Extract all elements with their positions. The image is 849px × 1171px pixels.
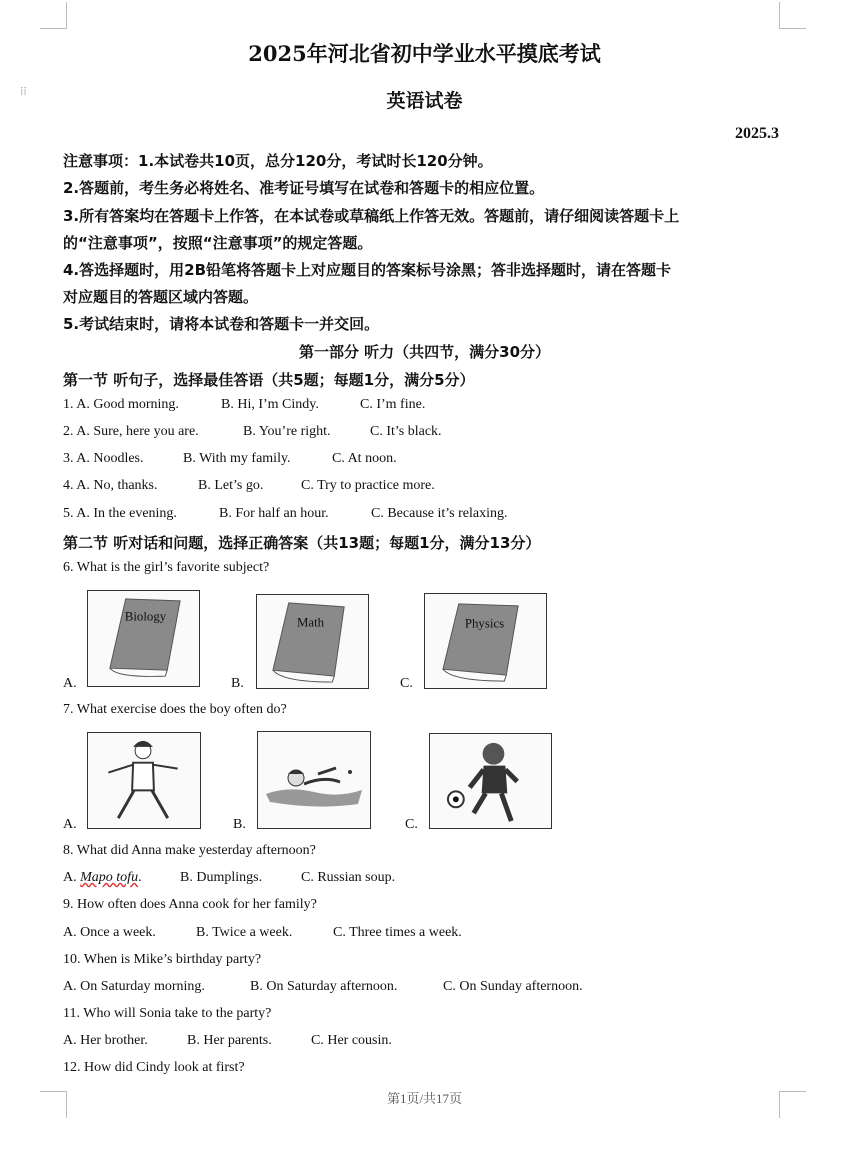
q9-option-b: B. Twice a week. bbox=[196, 925, 293, 940]
note-line: 对应题目的答题区域内答题。 bbox=[63, 288, 259, 306]
q9-option-a: A. Once a week. bbox=[63, 925, 156, 940]
q2-option-b: B. You’re right. bbox=[243, 424, 331, 439]
q6-label-a: A. bbox=[63, 676, 77, 691]
section-heading: 第一节 听句子，选择最佳答语（共5题；每题1分，满分5分） bbox=[63, 371, 475, 389]
math-book-image bbox=[256, 594, 369, 689]
q9-option-c: C. Three times a week. bbox=[333, 925, 462, 940]
soccer-image bbox=[429, 733, 552, 829]
section-heading: 第二节 听对话和问题，选择正确答案（共13题；每题1分，满分13分） bbox=[63, 534, 541, 552]
q6-question: 6. What is the girl’s favorite subject? bbox=[63, 560, 270, 575]
biology-book-image bbox=[87, 590, 200, 687]
book-title: Biology bbox=[124, 609, 167, 624]
q5-option-b: B. For half an hour. bbox=[219, 506, 329, 521]
note-line: 的“注意事项”，按照“注意事项”的规定答题。 bbox=[63, 234, 373, 252]
q4-option-c: C. Try to practice more. bbox=[301, 478, 435, 493]
q7-label-b: B. bbox=[233, 817, 246, 832]
q3-option-c: C. At noon. bbox=[332, 451, 397, 466]
q5-option-a: 5. A. In the evening. bbox=[63, 506, 177, 521]
q8-question: 8. What did Anna make yesterday afternoon? bbox=[63, 843, 316, 858]
physics-book-image bbox=[424, 593, 547, 689]
q11-option-c: C. Her cousin. bbox=[311, 1033, 392, 1048]
q10-option-b: B. On Saturday afternoon. bbox=[250, 979, 398, 994]
exam-title: 2025年河北省初中学业水平摸底考试 bbox=[248, 41, 601, 66]
q10-option-a: A. On Saturday morning. bbox=[63, 979, 205, 994]
q11-option-a: A. Her brother. bbox=[63, 1033, 148, 1048]
note-line: 注意事项：1.本试卷共10页，总分120分，考试时长120分钟。 bbox=[63, 152, 493, 170]
part-heading: 第一部分 听力（共四节，满分30分） bbox=[298, 343, 551, 361]
q2-option-a: 2. A. Sure, here you are. bbox=[63, 424, 199, 439]
q8-option-b: B. Dumplings. bbox=[180, 870, 263, 885]
q3-option-a: 3. A. Noodles. bbox=[63, 451, 144, 466]
q8-option-c: C. Russian soup. bbox=[301, 870, 396, 885]
q9-question: 9. How often does Anna cook for her family? bbox=[63, 897, 317, 912]
q10-question: 10. When is Mike’s birthday party? bbox=[63, 952, 262, 967]
q1-option-a: 1. A. Good morning. bbox=[63, 397, 179, 412]
book-title: Math bbox=[296, 615, 325, 630]
mapo-tofu-text: Mapo tofu bbox=[80, 870, 139, 885]
q6-label-b: B. bbox=[231, 676, 244, 691]
q6-label-c: C. bbox=[400, 676, 413, 691]
q4-option-b: B. Let’s go. bbox=[198, 478, 264, 493]
book-title: Physics bbox=[464, 616, 505, 631]
page-number: 第1页/共17页 bbox=[386, 1091, 463, 1106]
margin-corner-mark bbox=[40, 2, 67, 29]
exam-date: 2025.3 bbox=[735, 125, 779, 142]
tai-chi-image bbox=[87, 732, 201, 829]
q8-option-a bbox=[63, 870, 142, 886]
q1-option-b: B. Hi, I’m Cindy. bbox=[221, 397, 319, 412]
note-line: 2.答题前，考生务必将姓名、准考证号填写在试卷和答题卡的相应位置。 bbox=[63, 179, 545, 197]
q7-label-a: A. bbox=[63, 817, 77, 832]
q2-option-c: C. It’s black. bbox=[370, 424, 442, 439]
swimming-image bbox=[257, 731, 371, 829]
option-suffix: . bbox=[138, 870, 142, 885]
option-prefix: A. bbox=[63, 870, 81, 885]
note-line: 5.考试结束时，请将本试卷和答题卡一并交回。 bbox=[63, 315, 380, 333]
q3-option-b: B. With my family. bbox=[183, 451, 291, 466]
q11-question: 11. Who will Sonia take to the party? bbox=[63, 1006, 272, 1021]
q7-label-c: C. bbox=[405, 817, 418, 832]
q10-option-c: C. On Sunday afternoon. bbox=[443, 979, 583, 994]
q11-option-b: B. Her parents. bbox=[187, 1033, 272, 1048]
exam-subtitle: 英语试卷 bbox=[386, 90, 463, 112]
note-line: 4.答选择题时，用2B铅笔将答题卡上对应题目的答案标号涂黑；答非选择题时，请在答题卡 bbox=[63, 261, 672, 279]
q1-option-c: C. I’m fine. bbox=[360, 397, 426, 412]
margin-corner-mark bbox=[779, 2, 806, 29]
q12-question: 12. How did Cindy look at first? bbox=[63, 1060, 245, 1075]
q5-option-c: C. Because it’s relaxing. bbox=[371, 506, 508, 521]
q4-option-a: 4. A. No, thanks. bbox=[63, 478, 158, 493]
q7-question: 7. What exercise does the boy often do? bbox=[63, 702, 287, 717]
note-line: 3.所有答案均在答题卡上作答，在本试卷或草稿纸上作答无效。答题前，请仔细阅读答题卡上 bbox=[63, 207, 680, 225]
drag-handle-icon[interactable]: ⁞⁞ bbox=[20, 84, 27, 98]
